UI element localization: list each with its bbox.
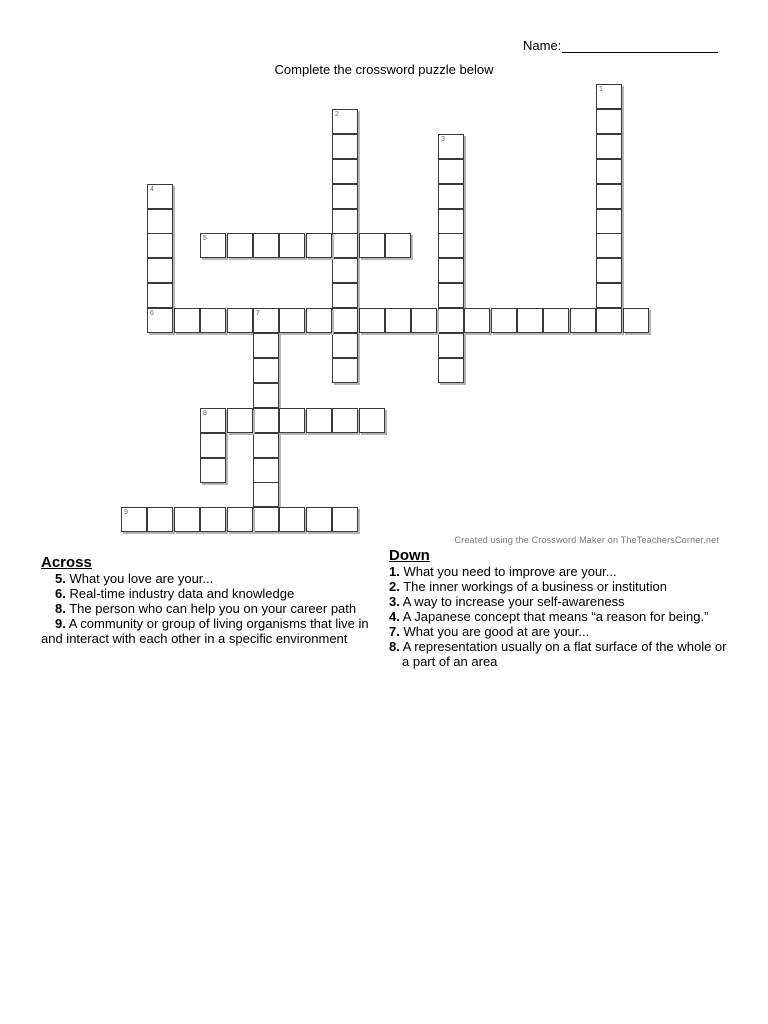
crossword-cell[interactable] <box>253 507 279 532</box>
across-clue <box>41 616 381 646</box>
crossword-cell[interactable] <box>174 308 200 333</box>
clue-number: 2 <box>335 111 339 118</box>
crossword-cell[interactable] <box>253 383 279 408</box>
crossword-cell[interactable] <box>438 209 464 234</box>
clue-text: What you are good at are your... <box>399 624 590 639</box>
crossword-cell[interactable] <box>438 333 464 358</box>
crossword-cell[interactable] <box>200 433 226 458</box>
down-clue <box>389 639 734 669</box>
across-clues <box>41 554 381 646</box>
crossword-cell[interactable] <box>543 308 569 333</box>
clue-text: What you need to improve are your... <box>399 564 617 579</box>
crossword-cell[interactable] <box>174 507 200 532</box>
crossword-cell[interactable] <box>227 308 253 333</box>
clue-number-label: 7. <box>389 624 400 639</box>
clue-number: 7 <box>256 310 260 317</box>
clue-number-label: 8. <box>55 601 66 616</box>
crossword-cell[interactable] <box>438 184 464 209</box>
clue-number: 3 <box>441 136 445 143</box>
clue-number-label: 8. <box>389 639 400 654</box>
crossword-cell[interactable] <box>253 333 279 358</box>
crossword-cell[interactable] <box>332 358 358 383</box>
down-clue <box>389 609 734 624</box>
crossword-cell[interactable] <box>306 507 332 532</box>
crossword-cell[interactable] <box>332 159 358 184</box>
crossword-cell[interactable] <box>306 233 332 258</box>
across-clue <box>41 571 381 586</box>
crossword-cell[interactable] <box>385 233 411 258</box>
credit-text: Created using the Crossword Maker on TheTeachersCorner.net <box>454 535 719 545</box>
down-clue <box>389 564 734 579</box>
crossword-cell[interactable] <box>253 482 279 507</box>
crossword-cell[interactable] <box>332 109 358 134</box>
clue-text: A way to increase your self-awareness <box>399 594 625 609</box>
crossword-cell[interactable] <box>279 408 305 433</box>
crossword-cell[interactable] <box>306 408 332 433</box>
crossword-cell[interactable] <box>332 408 358 433</box>
crossword-cell[interactable] <box>438 233 464 258</box>
clue-number: 8 <box>203 410 207 417</box>
clue-text: The inner workings of a business or institution <box>399 579 667 594</box>
crossword-cell[interactable] <box>147 184 173 209</box>
crossword-cell[interactable] <box>147 258 173 283</box>
crossword-cell[interactable] <box>253 233 279 258</box>
clue-number-label: 1. <box>389 564 400 579</box>
clue-text: Real-time industry data and knowledge <box>65 586 295 601</box>
crossword-cell[interactable] <box>306 308 332 333</box>
down-clue <box>389 594 734 609</box>
crossword-cell[interactable] <box>596 233 622 258</box>
crossword-cell[interactable] <box>332 283 358 308</box>
crossword-cell[interactable] <box>332 184 358 209</box>
crossword-cell[interactable] <box>517 308 543 333</box>
crossword-cell[interactable] <box>147 283 173 308</box>
crossword-cell[interactable] <box>332 233 358 258</box>
crossword-cell[interactable] <box>227 408 253 433</box>
crossword-cell[interactable] <box>147 308 173 333</box>
clue-number-label: 3. <box>389 594 400 609</box>
crossword-cell[interactable] <box>491 308 517 333</box>
crossword-cell[interactable] <box>200 458 226 483</box>
crossword-cell[interactable] <box>147 507 173 532</box>
clue-number-label: 4. <box>389 609 400 624</box>
clue-text: A community or group of living organisms that live in and interact with each other in a specific environment <box>41 616 369 646</box>
crossword-cell[interactable] <box>385 308 411 333</box>
crossword-cell[interactable] <box>570 308 596 333</box>
crossword-cell[interactable] <box>359 408 385 433</box>
clue-number-label: 2. <box>389 579 400 594</box>
down-heading: Down <box>389 547 430 564</box>
crossword-cell[interactable] <box>596 84 622 109</box>
crossword-cell[interactable] <box>596 184 622 209</box>
clue-number-label: 5. <box>55 571 66 586</box>
crossword-cell[interactable] <box>253 308 279 333</box>
down-clue <box>389 579 734 594</box>
crossword-cell[interactable] <box>332 308 358 333</box>
clue-text: What you love are your... <box>65 571 214 586</box>
instructions: Complete the crossword puzzle below <box>274 62 494 77</box>
clue-number-label: 9. <box>55 616 66 631</box>
clue-text: A Japanese concept that means “a reason for being.” <box>399 609 709 624</box>
clue-text: The person who can help you on your career path <box>65 601 357 616</box>
clue-number: 6 <box>150 310 154 317</box>
crossword-cell[interactable] <box>411 308 437 333</box>
clue-number-label: 6. <box>55 586 66 601</box>
clue-number: 9 <box>124 509 128 516</box>
crossword-cell[interactable] <box>253 433 279 458</box>
crossword-cell[interactable] <box>200 308 226 333</box>
crossword-cell[interactable] <box>227 507 253 532</box>
across-heading: Across <box>41 554 92 571</box>
crossword-cell[interactable] <box>147 233 173 258</box>
across-clue <box>41 586 381 601</box>
crossword-cell[interactable] <box>332 258 358 283</box>
crossword-cell[interactable] <box>253 358 279 383</box>
crossword-cell[interactable] <box>227 233 253 258</box>
crossword-cell[interactable] <box>596 308 622 333</box>
crossword-cell[interactable] <box>200 408 226 433</box>
crossword-cell[interactable] <box>438 258 464 283</box>
crossword-cell[interactable] <box>279 308 305 333</box>
crossword-cell[interactable] <box>359 233 385 258</box>
crossword-cell[interactable] <box>279 507 305 532</box>
crossword-cell[interactable] <box>332 507 358 532</box>
crossword-cell[interactable] <box>623 308 649 333</box>
down-clue-list <box>389 564 734 669</box>
name-label: Name: <box>523 38 562 53</box>
across-clue-list <box>41 571 381 646</box>
crossword-cell[interactable] <box>121 507 147 532</box>
crossword-cell[interactable] <box>359 308 385 333</box>
crossword-cell[interactable] <box>438 134 464 159</box>
crossword-cell[interactable] <box>438 159 464 184</box>
clue-number: 4 <box>150 186 154 193</box>
crossword-cell[interactable] <box>438 308 464 333</box>
crossword-cell[interactable] <box>596 258 622 283</box>
crossword-cell[interactable] <box>147 209 173 234</box>
crossword-cell[interactable] <box>596 159 622 184</box>
crossword-cell[interactable] <box>464 308 490 333</box>
crossword-cell[interactable] <box>438 358 464 383</box>
crossword-cell[interactable] <box>253 458 279 483</box>
clue-text: A representation usually on a flat surface of the whole or a part of an area <box>399 639 727 669</box>
crossword-cell[interactable] <box>200 233 226 258</box>
crossword-cell[interactable] <box>438 283 464 308</box>
crossword-cell[interactable] <box>332 134 358 159</box>
across-clue <box>41 601 381 616</box>
clue-number: 1 <box>599 86 603 93</box>
down-clues <box>389 547 734 669</box>
crossword-cell[interactable] <box>596 283 622 308</box>
crossword-cell[interactable] <box>279 233 305 258</box>
crossword-cell[interactable] <box>200 507 226 532</box>
crossword-cell[interactable] <box>253 408 279 433</box>
down-clue <box>389 624 734 639</box>
crossword-cell[interactable] <box>596 209 622 234</box>
clue-number: 5 <box>203 235 207 242</box>
crossword-cell[interactable] <box>332 333 358 358</box>
crossword-cell[interactable] <box>596 134 622 159</box>
crossword-cell[interactable] <box>332 209 358 234</box>
crossword-cell[interactable] <box>596 109 622 134</box>
